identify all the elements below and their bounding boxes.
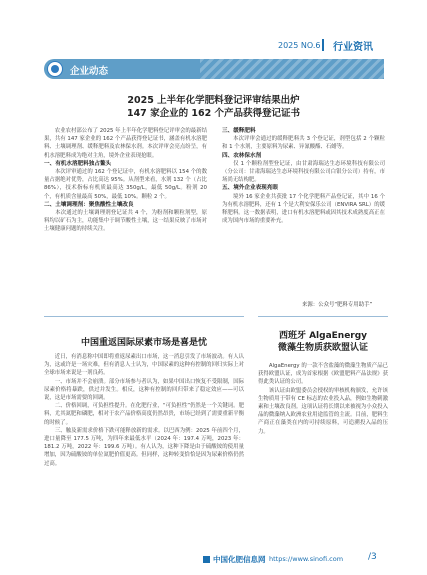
article3-title-line1: 西班牙 AlgaEnergy — [278, 331, 368, 341]
paragraph: 农业农村部公布了 2025 年上半年化学肥料登记评审会的最新结果，共有 147 家企业的 162 个产品获得登记证书，涵盖有机水溶肥料、土壤调理剂、缓释肥料及农林保水剂。本次评审会亮点纷呈，有机水溶肥料成为绝对主角，境外企业表现抢眼。 — [44, 128, 207, 159]
paragraph: AlgaEnergy 的一款不含盐藻的微藻生物质产品已获得欧盟认证，成为首家根据《欧盟肥料产品法规》获得此类认证的公司。 — [258, 363, 388, 386]
paragraph: 本次评审会通过的缓释肥料共 3 个登记证，剂型包括 2 个颗粒和 1 个水剂，主要原料为尿素、异氰酸酯、石蜡等。 — [222, 136, 385, 151]
header-divider — [322, 39, 324, 51]
paragraph: 三、触及新需求价格下跌可能释放新的需求。以巴西为例：2025 年前四个月，进口量降至 177.5 万吨，为四年来最低水平（2024 年：197.4 万吨，2023 年：181.2 万吨，2022 年：199.6 万吨）。有人认为，这种下降是由于硫酸铵的使用量增加，因为硫酸铵的单位氮肥价值更高。但同样，这种转变恰恰是因为尿素价格仍然过高。 — [44, 427, 244, 467]
divider — [44, 316, 244, 317]
paragraph: 本次评审通过的 162 个登记证中，有机水溶肥料以 154 个的数量占据绝对优势，占比高达 95%。从剂型来看，水剂 132 个（占比 86%），技术指标有机质最高达 350g/L，最低 50g/L。粉剂 20 个，有机质含量最高 50%，最低 10%。颗粒 2 个。 — [44, 169, 207, 200]
section-title: 行业资讯 — [333, 42, 373, 53]
article3-body — [258, 362, 388, 436]
article1-title-line2: 147 家企业的 162 个产品获得登记证书 — [126, 108, 301, 119]
footer-url-link[interactable]: https://www.sinofi.com — [269, 555, 344, 563]
article1-right-column — [222, 127, 385, 225]
article1-left-column — [44, 127, 207, 234]
footer-square-icon — [203, 556, 210, 563]
divider — [258, 316, 388, 317]
footer-site-name: 中国化肥信息网 — [213, 555, 266, 564]
article1-title-line1: 2025 上半年化学肥料登记评审结果出炉 — [127, 95, 300, 106]
section-heading: 一、有机水溶肥料独占鳌头 — [44, 160, 112, 167]
article2-title: 中国重返国际尿素市场是喜是忧 — [80, 338, 207, 348]
logo-dot — [51, 65, 59, 73]
paragraph: 本次通过的土壤调理剂登记证共 4 个，为粉剂和颗粒剂型，原料均以矿石为主，功能集中于调节酸性土壤，这一结果反映了市场对土壤健康问题的持续关注。 — [44, 210, 207, 233]
paragraph: 境外 16 家企业共获批 17 个化学肥料产品登记证，其中 16 个为有机水溶肥料，还有 1 个是大利安保乐公司（ENVIRA SRL）的缓释肥料。这一数据表明，进口有机水溶肥料或因其技术成熟度高正在成为国内市场的重要补充。 — [222, 193, 385, 225]
section-heading: 四、农林保水剂 — [222, 152, 262, 159]
section-heading: 三、缓释肥料 — [222, 128, 256, 134]
paragraph: 仅 1 个颗粒剂型登记证，由甘肃海瑞达生态环境科技有限公司（分公司：甘肃海瑞达生态环境科技有限公司白银分公司）持有，市场尚无结构肥。 — [222, 160, 385, 184]
paragraph: 近日，有消息称中国即将重返尿素出口市场，这一消息引发了市场波动。有人认为，这或许是一场灾难，但有消息人士认为，中国尿素的这种有控制的回归实际上对全球市场来说是一剂良药。 — [44, 354, 244, 377]
issue-number: 2025 NO.6 — [278, 41, 321, 50]
article1-source: 来源：公众号“肥料专用助手” — [302, 302, 373, 308]
banner-label: 企业动态 — [70, 66, 109, 77]
article3-title — [258, 330, 388, 354]
section-heading: 五、境外企业表现亮眼 — [222, 185, 278, 192]
section-heading: 二、土壤调理剂：聚焦酸性土壤改良 — [44, 201, 134, 208]
article2-body — [44, 353, 244, 468]
page-number: /3 — [368, 552, 377, 562]
paragraph: 二、价格回调，可负担性提升。在化肥行业，“可负担性”仍然是一个关键词。肥料，尤其氮肥和磷肥，相对于农产品价格高度仍然昂贵，市场已经到了需要重新平衡的时候了。 — [44, 403, 244, 426]
banner-decoration — [200, 59, 384, 79]
paragraph: 一、市场并不会崩溃。部分市场参与者认为，如果中国出口恢复不受限制，国际尿素价格将暴跌，供过并发生。相反，这种有控制的回归带来了稳定效应——可以说，这是市场需要的回调。 — [44, 378, 244, 402]
article1-title — [60, 94, 367, 120]
paragraph: 该认证由欧盟委员会授权的审核机构颁发，允许该生物质用于带有 CE 标志的农业投入品，例如生物刺激素和土壤改良剂。这项认证将长期以来被视为小众投入品的微藻纳入欧洲农业用途监管的主流。目前，肥料生产商正在藻类在内的可持续原料，可追溯投入品的压力。 — [258, 387, 388, 435]
article3-title-line2: 微藻生物质获欧盟认证 — [277, 343, 368, 353]
